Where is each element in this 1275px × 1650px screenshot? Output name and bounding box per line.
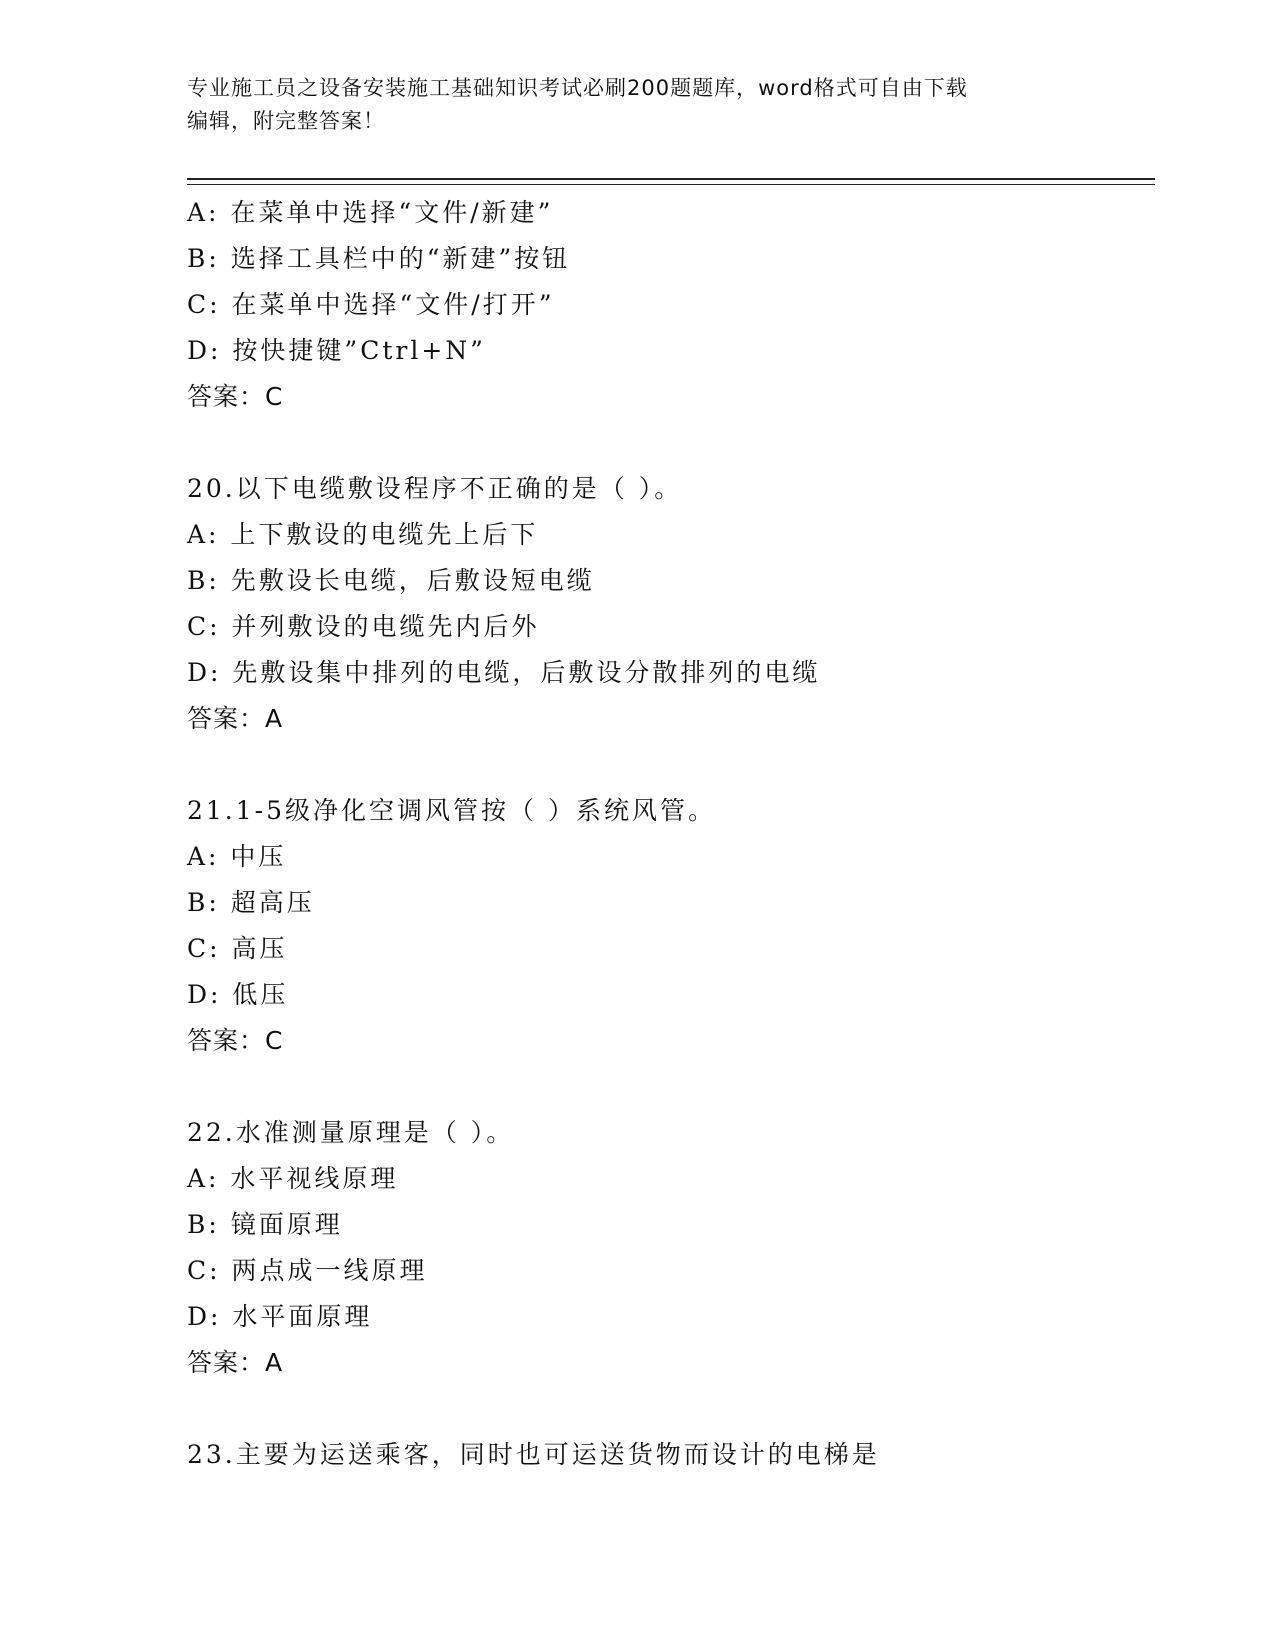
question-text: 20.以下电缆敷设程序不正确的是（ ）。: [187, 474, 683, 503]
option-a: A: 在菜单中选择“文件/新建”: [187, 198, 554, 227]
option-c: C: 两点成一线原理: [187, 1256, 428, 1285]
header-divider-thick: [187, 178, 1155, 180]
option-d: D: 按快捷键”Ctrl+N”: [187, 336, 486, 365]
question-19: [187, 190, 1155, 420]
question-text: 21.1-5级净化空调风管按（ ）系统风管。: [187, 796, 716, 825]
option-c: C: 并列敷设的电缆先内后外: [187, 612, 540, 641]
question-22: [187, 1110, 1155, 1386]
document-header: [187, 72, 1067, 138]
question-21: [187, 788, 1155, 1064]
header-divider-thin: [187, 184, 1155, 185]
answer: 答案：C: [187, 1026, 284, 1055]
option-c: C: 高压: [187, 934, 288, 963]
spacer: [187, 420, 1155, 466]
spacer: [187, 1064, 1155, 1110]
option-d: D: 水平面原理: [187, 1302, 373, 1331]
option-d: D: 低压: [187, 980, 289, 1009]
option-a: A: 水平视线原理: [187, 1164, 399, 1193]
option-a: A: 中压: [187, 842, 287, 871]
spacer: [187, 742, 1155, 788]
question-20: [187, 466, 1155, 742]
spacer: [187, 1386, 1155, 1432]
answer: 答案：C: [187, 382, 284, 411]
option-a: A: 上下敷设的电缆先上后下: [187, 520, 539, 549]
question-23: [187, 1432, 1155, 1478]
option-b: B: 先敷设长电缆，后敷设短电缆: [187, 566, 595, 595]
question-text: 23.主要为运送乘客，同时也可运送货物而设计的电梯是: [187, 1440, 880, 1469]
answer: 答案：A: [187, 704, 284, 733]
option-b: B: 选择工具栏中的“新建”按钮: [187, 244, 571, 273]
option-b: B: 超高压: [187, 888, 315, 917]
option-b: B: 镜面原理: [187, 1210, 343, 1239]
header-line-1: 专业施工员之设备安装施工基础知识考试必刷200题题库，word格式可自由下载: [187, 76, 968, 100]
question-text: 22.水准测量原理是（ ）。: [187, 1118, 515, 1147]
question-list: [187, 190, 1155, 1478]
option-d: D: 先敷设集中排列的电缆，后敷设分散排列的电缆: [187, 658, 821, 687]
option-c: C: 在菜单中选择“文件/打开”: [187, 290, 555, 319]
answer: 答案：A: [187, 1348, 284, 1377]
header-line-2: 编辑，附完整答案！: [187, 109, 385, 133]
